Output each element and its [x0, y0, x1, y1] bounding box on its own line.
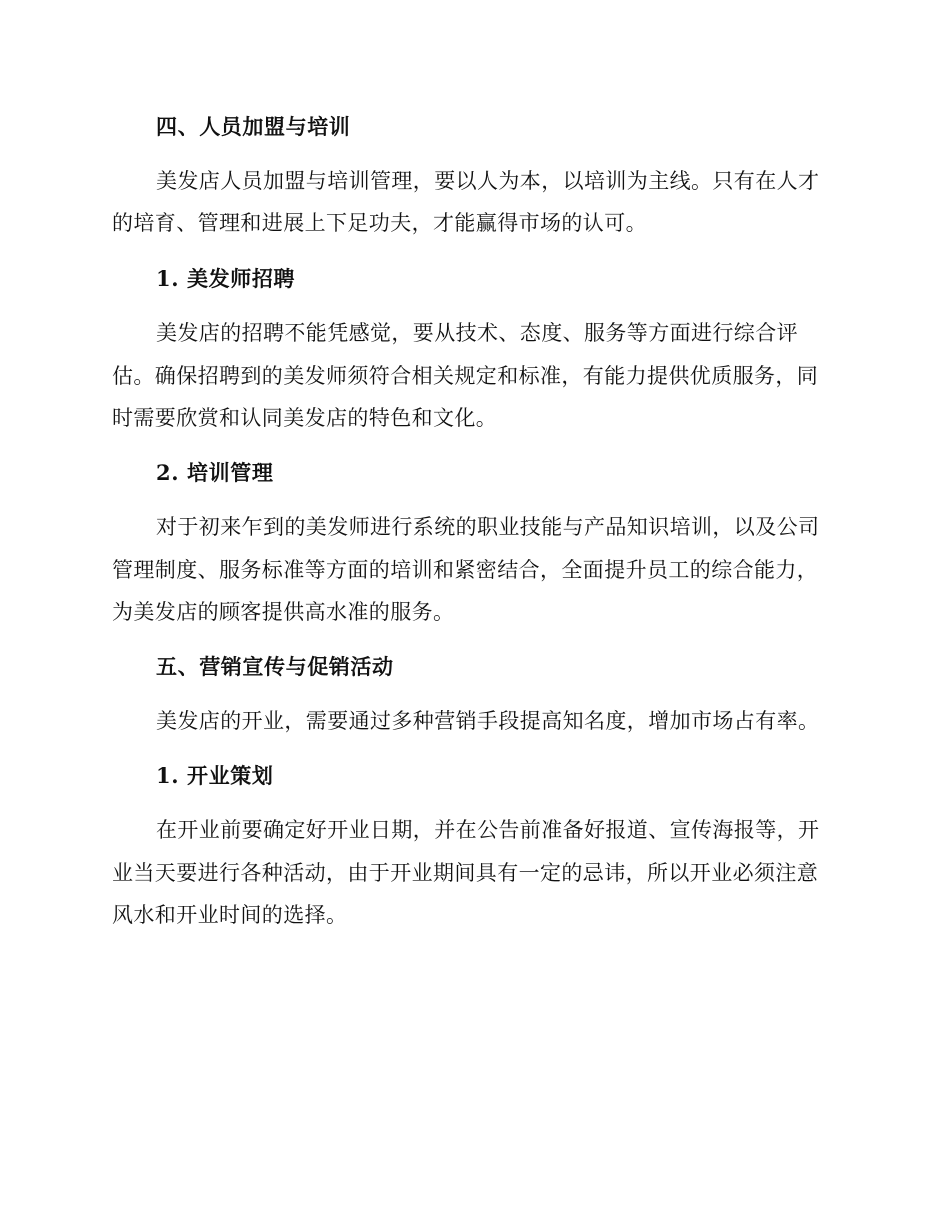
subsection-heading-training: 2. 培训管理 [156, 460, 274, 485]
paragraph-line: 美发店的招聘不能凭感觉，要从技术、态度、服务等方面进行综合评 [156, 321, 798, 345]
paragraph-line: 美发店人员加盟与培训管理，要以人为本，以培训为主线。只有在人才 [156, 169, 820, 193]
paragraph-line: 风水和开业时间的选择。 [112, 903, 348, 927]
paragraph-line: 估。确保招聘到的美发师须符合相关规定和标准，有能力提供优质服务，同 [112, 364, 819, 388]
paragraph-line: 管理制度、服务标准等方面的培训和紧密结合，全面提升员工的综合能力， [112, 558, 819, 582]
section-heading-marketing: 五、营销宣传与促销活动 [156, 654, 394, 679]
paragraph-line: 的培育、管理和进展上下足功夫，才能赢得市场的认可。 [112, 211, 647, 235]
paragraph-line: 在开业前要确定好开业日期，并在公告前准备好报道、宣传海报等，开 [156, 818, 820, 842]
paragraph-line: 业当天要进行各种活动，由于开业期间具有一定的忌讳，所以开业必须注意 [112, 861, 819, 885]
paragraph-line: 时需要欣赏和认同美发店的特色和文化。 [112, 406, 498, 430]
paragraph-line: 对于初来乍到的美发师进行系统的职业技能与产品知识培训，以及公司 [156, 515, 820, 539]
paragraph-line: 为美发店的顾客提供高水准的服务。 [112, 600, 455, 624]
subsection-heading-opening-plan: 1. 开业策划 [156, 763, 274, 788]
paragraph-line: 美发店的开业，需要通过多种营销手段提高知名度，增加市场占有率。 [156, 709, 820, 733]
section-heading-personnel: 四、人员加盟与培训 [156, 114, 351, 139]
subsection-heading-recruitment: 1. 美发师招聘 [156, 266, 296, 291]
